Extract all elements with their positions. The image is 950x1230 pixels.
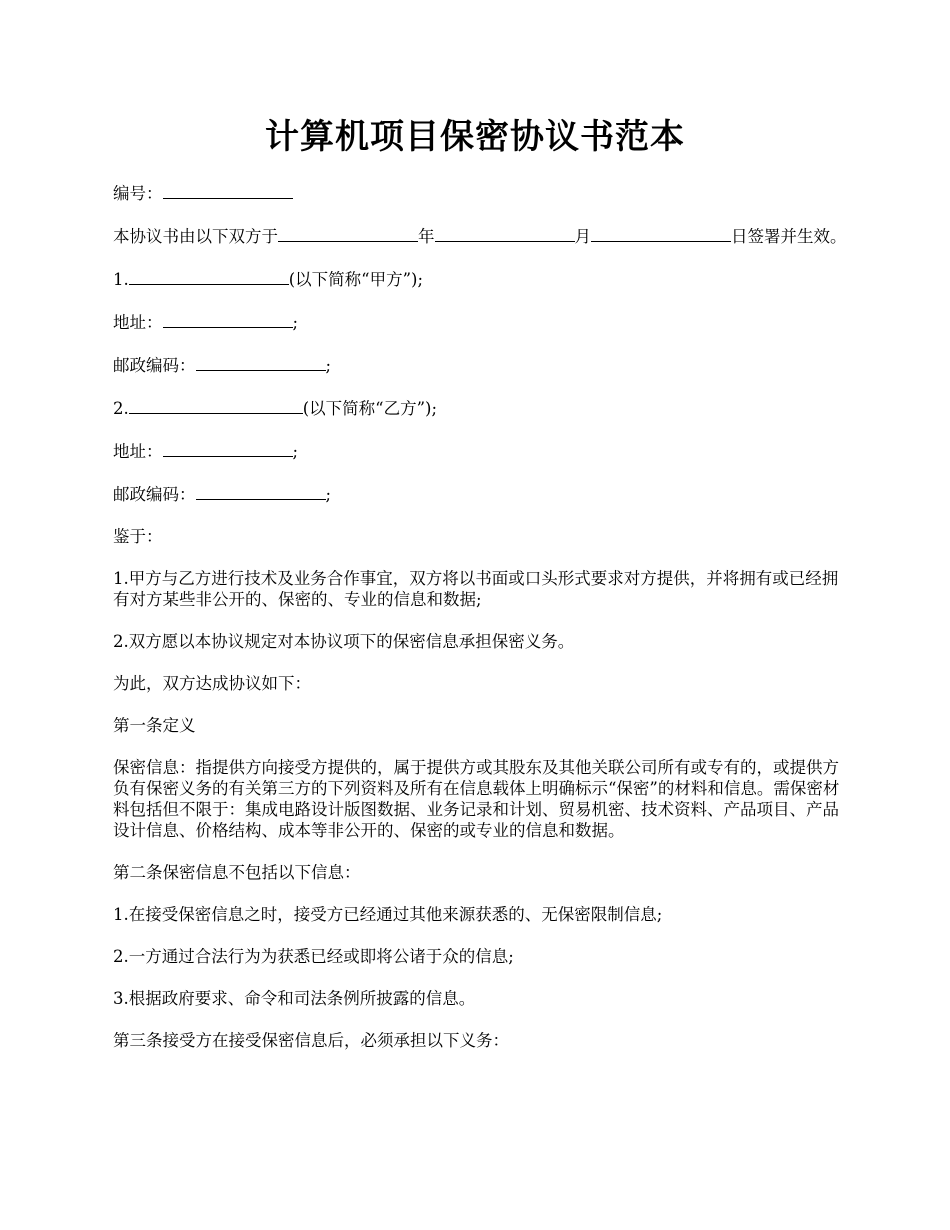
party1-postcode-line <box>113 354 853 376</box>
party2-name-blank <box>129 397 303 414</box>
article1-text: 保密信息：指提供方向接受方提供的，属于提供方或其股东及其他关联公司所有或专有的，或提供方负有保密义务的有关第三方的下列资料及所有在信息载体上明确标示“保密”的材料和信息。需保密材料包括但不限于：集成电路设计版图数据、业务记录和计划、贸易机密、技术资料、产品项目、产品设计信息、价格结构、成本等非公开的、保密的或专业的信息和数据。 <box>113 758 840 840</box>
article1-title: 第一条定义 <box>113 716 196 735</box>
party1-line <box>113 268 853 290</box>
party1-address-end: ; <box>292 313 299 332</box>
month-blank <box>435 225 575 242</box>
day-label: 日签署并生效。 <box>731 227 847 246</box>
party2-postcode-line <box>113 483 853 505</box>
party2-postcode-label: 邮政编码： <box>113 485 196 504</box>
party1-prefix: 1. <box>113 270 129 289</box>
party1-address-line <box>113 311 853 333</box>
number-label: 编号： <box>113 184 163 203</box>
year-label: 年 <box>418 227 435 246</box>
document-title: 计算机项目保密协议书范本 <box>265 117 685 157</box>
party2-address-line <box>113 440 853 462</box>
day-blank <box>591 225 731 242</box>
party1-suffix: (以下简称“甲方”); <box>288 270 424 289</box>
article3-title: 第三条接受方在接受保密信息后，必须承担以下义务： <box>113 1031 509 1050</box>
party2-line <box>113 397 853 419</box>
party1-address-blank <box>163 311 293 328</box>
year-blank <box>278 225 418 242</box>
article2-title: 第二条保密信息不包括以下信息： <box>113 863 361 882</box>
number-line <box>113 182 853 204</box>
party2-address-end: ; <box>292 442 299 461</box>
agreement-intro: 为此，双方达成协议如下： <box>113 674 311 693</box>
number-blank <box>163 182 293 199</box>
party2-prefix: 2. <box>113 399 129 418</box>
article2-item-1: 1.在接受保密信息之时，接受方已经通过其他来源获悉的、无保密限制信息; <box>113 905 663 924</box>
party2-postcode-blank <box>196 483 326 500</box>
document-body <box>113 182 853 1072</box>
party2-suffix: (以下简称“乙方”); <box>302 399 438 418</box>
party1-postcode-label: 邮政编码： <box>113 356 196 375</box>
whereas-label: 鉴于： <box>113 527 163 546</box>
party1-postcode-blank <box>196 354 326 371</box>
intro-paragraph <box>113 225 853 247</box>
party2-address-blank <box>163 440 293 457</box>
article2-item-2: 2.一方通过合法行为为获悉已经或即将公诸于众的信息; <box>113 947 514 966</box>
whereas-item-1: 1.甲方与乙方进行技术及业务合作事宜，双方将以书面或口头形式要求对方提供，并将拥有或已经拥有对方某些非公开的、保密的、专业的信息和数据; <box>113 569 839 609</box>
month-label: 月 <box>574 227 591 246</box>
party1-postcode-end: ; <box>325 356 332 375</box>
party2-postcode-end: ; <box>325 485 332 504</box>
article2-item-3: 3.根据政府要求、命令和司法条例所披露的信息。 <box>113 989 476 1008</box>
party1-address-label: 地址： <box>113 313 163 332</box>
party1-name-blank <box>129 268 289 285</box>
whereas-item-2: 2.双方愿以本协议规定对本协议项下的保密信息承担保密义务。 <box>113 632 575 651</box>
intro-text: 本协议书由以下双方于 <box>113 227 278 246</box>
party2-address-label: 地址： <box>113 442 163 461</box>
